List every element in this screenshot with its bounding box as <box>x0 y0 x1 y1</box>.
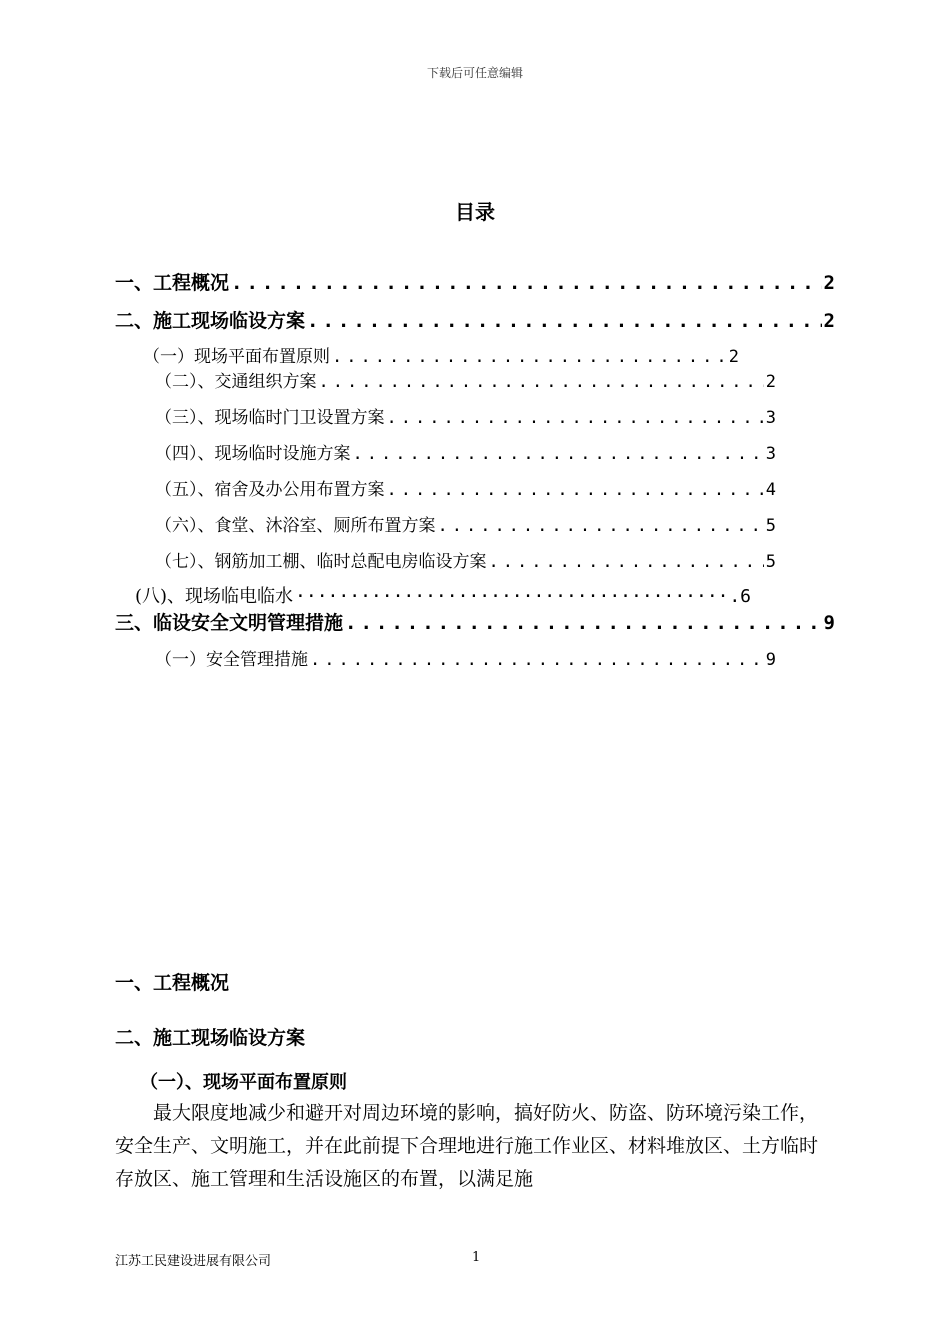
toc-entry-page: 9 <box>823 612 835 634</box>
toc-entry-page: 9 <box>765 650 776 670</box>
toc-entry[interactable] <box>115 306 835 333</box>
toc-entry-page: 5 <box>765 552 776 572</box>
toc-entry-page: 2 <box>765 372 776 392</box>
toc-entry-text: （七）、钢筋加工棚、临时总配电房临设方案 <box>155 552 487 572</box>
toc-entry[interactable] <box>155 475 776 500</box>
toc-entry[interactable] <box>155 367 776 392</box>
toc-title: 目录 <box>455 200 495 224</box>
toc-entry-text: （五）、宿舍及办公用布置方案 <box>155 480 385 500</box>
toc-entry-text: （六）、食堂、沐浴室、厕所布置方案 <box>155 516 436 536</box>
toc-entry[interactable] <box>115 608 835 635</box>
footer-company: 江苏工民建设进展有限公司 <box>115 1254 272 1269</box>
toc-entry[interactable] <box>155 511 776 536</box>
section-heading: 一、工程概况 <box>115 972 230 994</box>
toc-entry-page: 3 <box>765 444 776 464</box>
toc-entry-text: (八)、现场临电临水 <box>135 586 294 607</box>
toc-entry-text: （一）现场平面布置原则 <box>143 347 330 367</box>
footer-page-number: 1 <box>472 1250 481 1265</box>
toc-entry-page: 3 <box>765 408 776 428</box>
toc-entry[interactable] <box>143 342 739 367</box>
toc-entry[interactable] <box>155 645 776 670</box>
toc-entry-page: .6 <box>729 586 751 607</box>
toc-entry-text: 二、施工现场临设方案 <box>115 310 306 332</box>
toc-entry-text: （一）安全管理措施 <box>155 650 308 670</box>
toc-entry-text: （四）、现场临时设施方案 <box>155 444 351 464</box>
toc-entry-text: 三、临设安全文明管理措施 <box>115 612 344 634</box>
toc-entry-text: （三）、现场临时门卫设置方案 <box>155 408 385 428</box>
page-header-note: 下载后可任意编辑 <box>426 66 523 80</box>
toc-entry-page: 4 <box>765 480 776 500</box>
toc-entry[interactable] <box>155 439 776 464</box>
toc-entry-page: 2 <box>728 347 739 367</box>
toc-entry-page: 2 <box>823 310 835 332</box>
toc-entry[interactable] <box>135 582 751 608</box>
toc-entry[interactable] <box>155 403 776 428</box>
toc-entry-page: 2 <box>823 272 835 294</box>
toc-entry-text: （二）、交通组织方案 <box>155 372 317 392</box>
section-heading: 二、施工现场临设方案 <box>115 1027 306 1049</box>
toc-entry[interactable] <box>115 268 835 295</box>
subsection-heading: （一）、现场平面布置原则 <box>140 1072 347 1093</box>
toc-entry[interactable] <box>155 547 776 572</box>
toc-entry-page: 5 <box>765 516 776 536</box>
toc-entry-text: 一、工程概况 <box>115 272 230 294</box>
body-paragraph: 最大限度地减少和避开对周边环境的影响，搞好防火、防盗、防环境污染工作，安全生产、文明施工，并在此前提下合理地进行施工作业区、材料堆放区、土方临时存放区、施工管理和生活设施区的布置，以满足施 <box>115 1102 819 1190</box>
